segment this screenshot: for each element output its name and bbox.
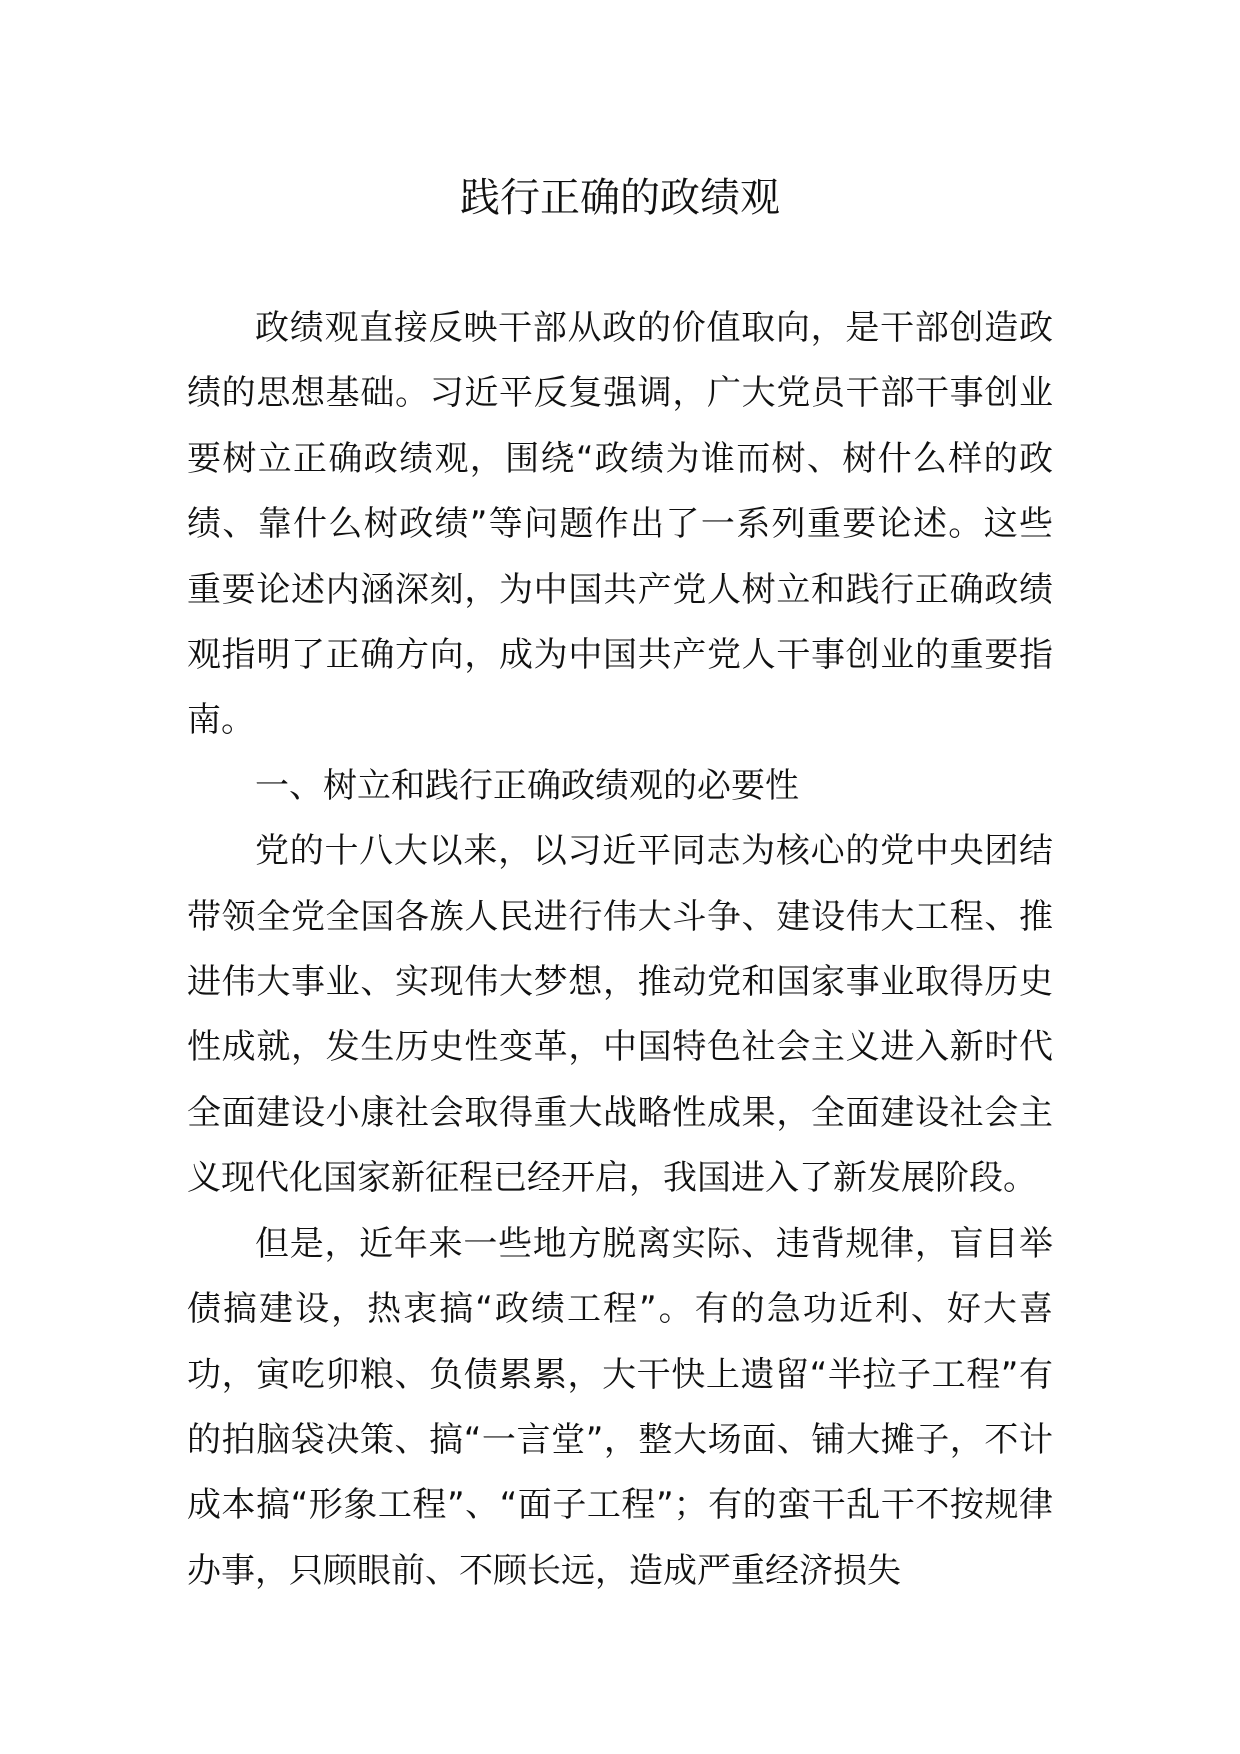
section-heading-1: 一、树立和践行正确政绩观的必要性 (255, 765, 799, 806)
document-body (187, 296, 1053, 1604)
paragraph-problems: 但是，近年来一些地方脱离实际、违背规律，盲目举债搞建设，热衷搞“政绩工程”。有的急功近利、好大喜功，寅吃卯粮、负债累累，大干快上遗留“半拉子工程”有的拍脑袋决策、搞“一言堂”，整大场面、铺大摊子，不计成本搞“形象工程”、“面子工程”；有的蛮干乱干不按规律办事，只顾眼前、不顾长远，造成严重经济损失 (187, 1223, 1053, 1591)
document-title: 践行正确的政绩观 (460, 175, 780, 221)
paragraph-intro: 政绩观直接反映干部从政的价值取向，是干部创造政绩的思想基础。习近平反复强调，广大党员干部干事创业要树立正确政绩观，围绕“政绩为谁而树、树什么样的政绩、靠什么树政绩”等问题作出了一系列重要论述。这些重要论述内涵深刻，为中国共产党人树立和践行正确政绩观指明了正确方向，成为中国共产党人干事创业的重要指南。 (187, 308, 1053, 741)
paragraph-background: 党的十八大以来，以习近平同志为核心的党中央团结带领全党全国各族人民进行伟大斗争、建设伟大工程、推进伟大事业、实现伟大梦想，推动党和国家事业取得历史性成就，发生历史性变革，中国特色社会主义进入新时代全面建设小康社会取得重大战略性成果，全面建设社会主义现代化国家新征程已经开启，我国进入了新发展阶段。 (187, 831, 1053, 1199)
